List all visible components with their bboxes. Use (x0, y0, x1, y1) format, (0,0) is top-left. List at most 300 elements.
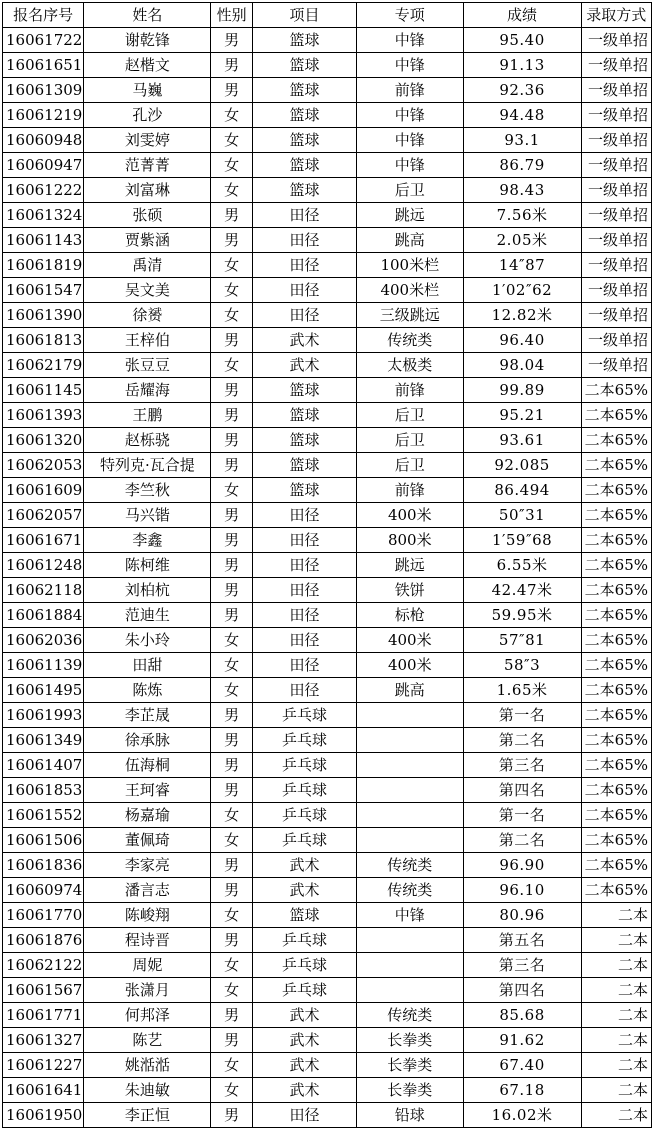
sport-cell: 乒乓球 (253, 728, 357, 753)
id-cell: 16061771 (3, 1003, 84, 1028)
score-cell: 1′02″62 (463, 278, 581, 303)
score-cell: 91.13 (463, 53, 581, 78)
name-cell: 姚湉湉 (84, 1053, 211, 1078)
header-cell: 项目 (253, 3, 357, 28)
table-row (3, 553, 652, 578)
gender-cell: 女 (211, 653, 253, 678)
gender-cell: 男 (211, 1028, 253, 1053)
table-row (3, 703, 652, 728)
name-cell: 孔沙 (84, 103, 211, 128)
score-cell: 12.82米 (463, 303, 581, 328)
table-row (3, 328, 652, 353)
name-cell: 朱小玲 (84, 628, 211, 653)
specialty-cell: 前锋 (357, 478, 463, 503)
specialty-cell: 传统类 (357, 1003, 463, 1028)
sport-cell: 武术 (253, 1028, 357, 1053)
gender-cell: 男 (211, 1103, 253, 1128)
specialty-cell: 中锋 (357, 28, 463, 53)
admission-cell: 二本 (581, 1103, 651, 1128)
id-cell: 16061324 (3, 203, 84, 228)
table-row (3, 578, 652, 603)
gender-cell: 女 (211, 178, 253, 203)
admission-cell: 二本65% (581, 528, 651, 553)
name-cell: 朱迪敏 (84, 1078, 211, 1103)
sport-cell: 乒乓球 (253, 803, 357, 828)
id-cell: 16060947 (3, 153, 84, 178)
table-row (3, 128, 652, 153)
sport-cell: 篮球 (253, 478, 357, 503)
table-row (3, 878, 652, 903)
admission-cell: 一级单招 (581, 353, 651, 378)
specialty-cell (357, 978, 463, 1003)
table-row (3, 503, 652, 528)
score-cell: 80.96 (463, 903, 581, 928)
gender-cell: 男 (211, 778, 253, 803)
specialty-cell (357, 703, 463, 728)
header-row (3, 3, 652, 28)
admission-cell: 一级单招 (581, 328, 651, 353)
score-cell: 第三名 (463, 753, 581, 778)
name-cell: 马兴锴 (84, 503, 211, 528)
name-cell: 陈艺 (84, 1028, 211, 1053)
table-row (3, 428, 652, 453)
name-cell: 程诗晋 (84, 928, 211, 953)
sport-cell: 田径 (253, 1103, 357, 1128)
gender-cell: 女 (211, 478, 253, 503)
id-cell: 16061222 (3, 178, 84, 203)
sport-cell: 乒乓球 (253, 828, 357, 853)
table-row (3, 853, 652, 878)
score-cell: 第一名 (463, 703, 581, 728)
sport-cell: 田径 (253, 578, 357, 603)
gender-cell: 女 (211, 828, 253, 853)
specialty-cell: 400米栏 (357, 278, 463, 303)
score-cell: 7.56米 (463, 203, 581, 228)
id-cell: 16061567 (3, 978, 84, 1003)
admission-cell: 二本 (581, 1053, 651, 1078)
id-cell: 16062122 (3, 953, 84, 978)
admission-cell: 二本65% (581, 478, 651, 503)
id-cell: 16062053 (3, 453, 84, 478)
table-row (3, 678, 652, 703)
gender-cell: 男 (211, 703, 253, 728)
table-row (3, 103, 652, 128)
table-row (3, 28, 652, 53)
gender-cell: 男 (211, 603, 253, 628)
name-cell: 吴文美 (84, 278, 211, 303)
admission-cell: 二本65% (581, 503, 651, 528)
table-row (3, 1078, 652, 1103)
gender-cell: 女 (211, 303, 253, 328)
sport-cell: 田径 (253, 303, 357, 328)
sport-cell: 乒乓球 (253, 953, 357, 978)
table-row (3, 153, 652, 178)
name-cell: 周妮 (84, 953, 211, 978)
id-cell: 16061145 (3, 378, 84, 403)
sport-cell: 田径 (253, 653, 357, 678)
gender-cell: 女 (211, 628, 253, 653)
specialty-cell: 中锋 (357, 53, 463, 78)
gender-cell: 男 (211, 853, 253, 878)
gender-cell: 男 (211, 728, 253, 753)
score-cell: 50″31 (463, 503, 581, 528)
id-cell: 16061349 (3, 728, 84, 753)
admission-cell: 一级单招 (581, 203, 651, 228)
gender-cell: 女 (211, 103, 253, 128)
gender-cell: 男 (211, 78, 253, 103)
sport-cell: 篮球 (253, 153, 357, 178)
table-row (3, 1103, 652, 1128)
table-row (3, 453, 652, 478)
specialty-cell (357, 828, 463, 853)
sport-cell: 乒乓球 (253, 778, 357, 803)
admission-cell: 一级单招 (581, 228, 651, 253)
specialty-cell: 400米 (357, 653, 463, 678)
admission-cell: 一级单招 (581, 278, 651, 303)
table-body (3, 28, 652, 1128)
id-cell: 16061506 (3, 828, 84, 853)
sport-cell: 篮球 (253, 128, 357, 153)
admission-cell: 二本65% (581, 453, 651, 478)
id-cell: 16061547 (3, 278, 84, 303)
sport-cell: 篮球 (253, 178, 357, 203)
gender-cell: 女 (211, 978, 253, 1003)
specialty-cell: 中锋 (357, 103, 463, 128)
gender-cell: 女 (211, 1078, 253, 1103)
score-cell: 96.90 (463, 853, 581, 878)
name-cell: 陈炼 (84, 678, 211, 703)
id-cell: 16061393 (3, 403, 84, 428)
gender-cell: 女 (211, 1053, 253, 1078)
sport-cell: 田径 (253, 678, 357, 703)
score-cell: 1′59″68 (463, 528, 581, 553)
name-cell: 陈柯维 (84, 553, 211, 578)
sport-cell: 田径 (253, 553, 357, 578)
sport-cell: 篮球 (253, 403, 357, 428)
name-cell: 李竺秋 (84, 478, 211, 503)
name-cell: 李鑫 (84, 528, 211, 553)
specialty-cell: 800米 (357, 528, 463, 553)
specialty-cell: 跳远 (357, 203, 463, 228)
specialty-cell: 中锋 (357, 128, 463, 153)
table-row (3, 253, 652, 278)
table-row (3, 303, 652, 328)
sport-cell: 篮球 (253, 103, 357, 128)
id-cell: 16060974 (3, 878, 84, 903)
specialty-cell: 铁饼 (357, 578, 463, 603)
gender-cell: 女 (211, 253, 253, 278)
name-cell: 赵楷文 (84, 53, 211, 78)
gender-cell: 男 (211, 228, 253, 253)
gender-cell: 男 (211, 753, 253, 778)
name-cell: 张硕 (84, 203, 211, 228)
specialty-cell: 跳远 (357, 553, 463, 578)
sport-cell: 乒乓球 (253, 928, 357, 953)
admission-cell: 二本 (581, 953, 651, 978)
admission-cell: 一级单招 (581, 253, 651, 278)
table-row (3, 603, 652, 628)
specialty-cell: 三级跳远 (357, 303, 463, 328)
name-cell: 李家亮 (84, 853, 211, 878)
name-cell: 杨嘉瑜 (84, 803, 211, 828)
admission-cell: 二本 (581, 1078, 651, 1103)
admission-cell: 二本 (581, 903, 651, 928)
name-cell: 田甜 (84, 653, 211, 678)
sport-cell: 田径 (253, 528, 357, 553)
id-cell: 16061609 (3, 478, 84, 503)
id-cell: 16061327 (3, 1028, 84, 1053)
name-cell: 徐承脉 (84, 728, 211, 753)
score-cell: 57″81 (463, 628, 581, 653)
admission-cell: 一级单招 (581, 178, 651, 203)
score-cell: 95.40 (463, 28, 581, 53)
score-cell: 93.1 (463, 128, 581, 153)
score-cell: 96.40 (463, 328, 581, 353)
admission-cell: 二本65% (581, 578, 651, 603)
admission-cell: 二本65% (581, 553, 651, 578)
table-row (3, 1053, 652, 1078)
sport-cell: 田径 (253, 503, 357, 528)
id-cell: 16061884 (3, 603, 84, 628)
specialty-cell: 400米 (357, 628, 463, 653)
score-cell: 95.21 (463, 403, 581, 428)
table-row (3, 628, 652, 653)
gender-cell: 女 (211, 803, 253, 828)
name-cell: 董佩琦 (84, 828, 211, 853)
id-cell: 16061495 (3, 678, 84, 703)
header-cell: 成绩 (463, 3, 581, 28)
score-cell: 第五名 (463, 928, 581, 953)
sport-cell: 田径 (253, 203, 357, 228)
sport-cell: 武术 (253, 1078, 357, 1103)
specialty-cell: 中锋 (357, 153, 463, 178)
name-cell: 张豆豆 (84, 353, 211, 378)
score-cell: 第三名 (463, 953, 581, 978)
table-row (3, 653, 652, 678)
name-cell: 特列克·瓦合提 (84, 453, 211, 478)
specialty-cell: 前锋 (357, 78, 463, 103)
specialty-cell (357, 803, 463, 828)
admission-cell: 二本 (581, 1028, 651, 1053)
specialty-cell: 长拳类 (357, 1053, 463, 1078)
admission-cell: 二本65% (581, 678, 651, 703)
table-row (3, 403, 652, 428)
name-cell: 李芷晟 (84, 703, 211, 728)
sport-cell: 田径 (253, 253, 357, 278)
sport-cell: 篮球 (253, 28, 357, 53)
admission-table (2, 2, 652, 1128)
name-cell: 王鹏 (84, 403, 211, 428)
sport-cell: 乒乓球 (253, 703, 357, 728)
admission-cell: 二本65% (581, 428, 651, 453)
name-cell: 贾紫涵 (84, 228, 211, 253)
score-cell: 92.36 (463, 78, 581, 103)
sport-cell: 篮球 (253, 378, 357, 403)
name-cell: 李正恒 (84, 1103, 211, 1128)
name-cell: 张潇月 (84, 978, 211, 1003)
score-cell: 93.61 (463, 428, 581, 453)
score-cell: 86.79 (463, 153, 581, 178)
gender-cell: 男 (211, 878, 253, 903)
admission-cell: 二本65% (581, 403, 651, 428)
gender-cell: 女 (211, 678, 253, 703)
table-row (3, 803, 652, 828)
name-cell: 刘雯婷 (84, 128, 211, 153)
table-row (3, 778, 652, 803)
gender-cell: 女 (211, 353, 253, 378)
id-cell: 16061552 (3, 803, 84, 828)
id-cell: 16060948 (3, 128, 84, 153)
header-cell: 专项 (357, 3, 463, 28)
specialty-cell: 前锋 (357, 378, 463, 403)
admission-cell: 一级单招 (581, 103, 651, 128)
header-cell: 性别 (211, 3, 253, 28)
score-cell: 85.68 (463, 1003, 581, 1028)
header-cell: 姓名 (84, 3, 211, 28)
name-cell: 陈峻翔 (84, 903, 211, 928)
score-cell: 42.47米 (463, 578, 581, 603)
table-row (3, 78, 652, 103)
gender-cell: 男 (211, 378, 253, 403)
admission-cell: 一级单招 (581, 78, 651, 103)
name-cell: 禹清 (84, 253, 211, 278)
gender-cell: 男 (211, 453, 253, 478)
sport-cell: 武术 (253, 878, 357, 903)
specialty-cell: 后卫 (357, 453, 463, 478)
name-cell: 马巍 (84, 78, 211, 103)
score-cell: 99.89 (463, 378, 581, 403)
table-row (3, 953, 652, 978)
admission-cell: 二本65% (581, 828, 651, 853)
table-row (3, 278, 652, 303)
sport-cell: 田径 (253, 603, 357, 628)
specialty-cell: 100米栏 (357, 253, 463, 278)
gender-cell: 男 (211, 428, 253, 453)
table-row (3, 928, 652, 953)
score-cell: 6.55米 (463, 553, 581, 578)
name-cell: 范迪生 (84, 603, 211, 628)
specialty-cell: 传统类 (357, 878, 463, 903)
name-cell: 徐赟 (84, 303, 211, 328)
score-cell: 59.95米 (463, 603, 581, 628)
id-cell: 16061139 (3, 653, 84, 678)
table-row (3, 378, 652, 403)
gender-cell: 男 (211, 53, 253, 78)
admission-cell: 二本 (581, 1003, 651, 1028)
score-cell: 第二名 (463, 828, 581, 853)
name-cell: 岳耀海 (84, 378, 211, 403)
score-cell: 第四名 (463, 778, 581, 803)
id-cell: 16061309 (3, 78, 84, 103)
specialty-cell: 长拳类 (357, 1078, 463, 1103)
specialty-cell: 铅球 (357, 1103, 463, 1128)
admission-cell: 二本65% (581, 778, 651, 803)
specialty-cell (357, 753, 463, 778)
admission-cell: 一级单招 (581, 128, 651, 153)
admission-cell: 二本65% (581, 728, 651, 753)
admission-cell: 二本 (581, 928, 651, 953)
gender-cell: 男 (211, 928, 253, 953)
name-cell: 何邦泽 (84, 1003, 211, 1028)
sport-cell: 篮球 (253, 428, 357, 453)
specialty-cell (357, 778, 463, 803)
table-row (3, 1003, 652, 1028)
table-row (3, 828, 652, 853)
specialty-cell: 长拳类 (357, 1028, 463, 1053)
id-cell: 16061876 (3, 928, 84, 953)
score-cell: 67.18 (463, 1078, 581, 1103)
name-cell: 谢乾锋 (84, 28, 211, 53)
specialty-cell: 400米 (357, 503, 463, 528)
table-row (3, 903, 652, 928)
gender-cell: 男 (211, 503, 253, 528)
specialty-cell: 中锋 (357, 903, 463, 928)
id-cell: 16061853 (3, 778, 84, 803)
gender-cell: 男 (211, 203, 253, 228)
sport-cell: 武术 (253, 1003, 357, 1028)
table-row (3, 753, 652, 778)
score-cell: 58″3 (463, 653, 581, 678)
gender-cell: 女 (211, 278, 253, 303)
gender-cell: 女 (211, 153, 253, 178)
name-cell: 范菁菁 (84, 153, 211, 178)
specialty-cell: 太极类 (357, 353, 463, 378)
id-cell: 16062036 (3, 628, 84, 653)
table-row (3, 53, 652, 78)
id-cell: 16061813 (3, 328, 84, 353)
name-cell: 刘柏杭 (84, 578, 211, 603)
id-cell: 16062057 (3, 503, 84, 528)
score-cell: 第四名 (463, 978, 581, 1003)
id-cell: 16061722 (3, 28, 84, 53)
table-row (3, 353, 652, 378)
sport-cell: 篮球 (253, 903, 357, 928)
sport-cell: 田径 (253, 628, 357, 653)
specialty-cell: 标枪 (357, 603, 463, 628)
gender-cell: 男 (211, 28, 253, 53)
score-cell: 91.62 (463, 1028, 581, 1053)
sport-cell: 武术 (253, 1053, 357, 1078)
sport-cell: 田径 (253, 228, 357, 253)
sport-cell: 武术 (253, 853, 357, 878)
specialty-cell (357, 728, 463, 753)
id-cell: 16061407 (3, 753, 84, 778)
id-cell: 16061770 (3, 903, 84, 928)
gender-cell: 女 (211, 953, 253, 978)
admission-cell: 二本65% (581, 703, 651, 728)
table-row (3, 178, 652, 203)
admission-cell: 二本65% (581, 378, 651, 403)
score-cell: 94.48 (463, 103, 581, 128)
score-cell: 86.494 (463, 478, 581, 503)
id-cell: 16061219 (3, 103, 84, 128)
gender-cell: 女 (211, 128, 253, 153)
id-cell: 16062179 (3, 353, 84, 378)
gender-cell: 男 (211, 328, 253, 353)
specialty-cell: 传统类 (357, 328, 463, 353)
name-cell: 伍海桐 (84, 753, 211, 778)
table-row (3, 728, 652, 753)
name-cell: 刘富琳 (84, 178, 211, 203)
specialty-cell: 跳高 (357, 228, 463, 253)
header-cell: 录取方式 (581, 3, 651, 28)
admission-cell: 二本65% (581, 753, 651, 778)
admission-cell: 二本65% (581, 878, 651, 903)
sport-cell: 篮球 (253, 78, 357, 103)
gender-cell: 男 (211, 1003, 253, 1028)
gender-cell: 女 (211, 903, 253, 928)
id-cell: 16061143 (3, 228, 84, 253)
